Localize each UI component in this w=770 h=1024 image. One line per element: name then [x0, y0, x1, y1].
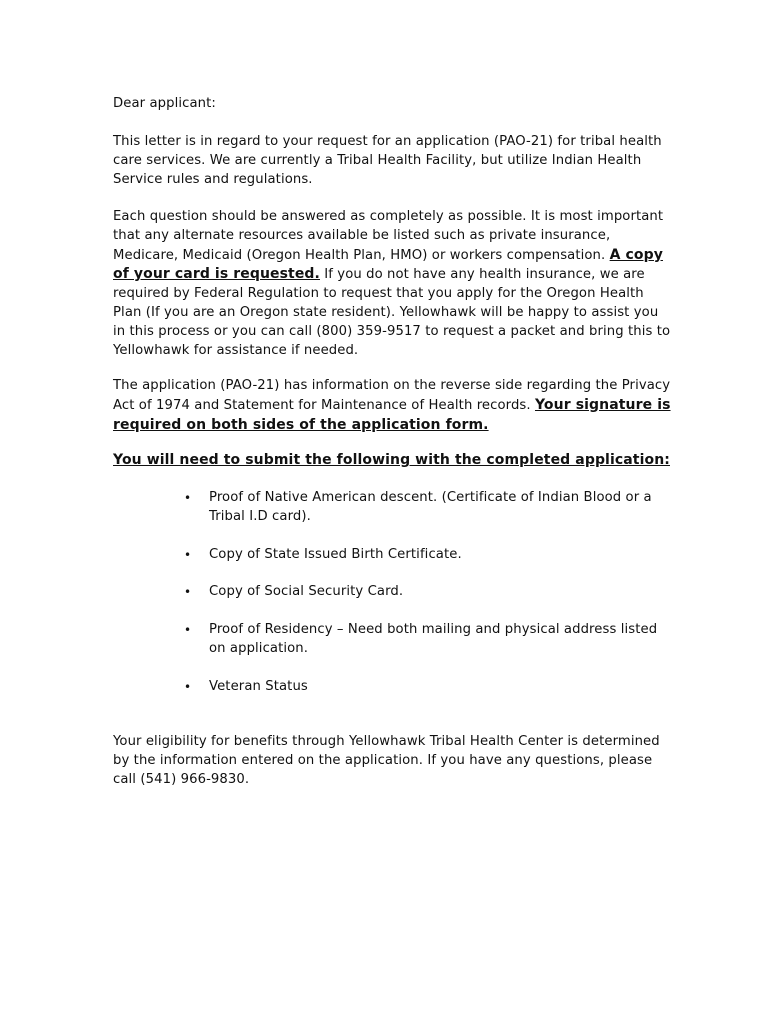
card-copy-requirement: A copy of your card is requested. — [113, 246, 663, 283]
paragraph-resources — [113, 208, 673, 360]
bullet-icon: • — [184, 491, 192, 505]
bullet-icon: • — [184, 623, 192, 638]
list-item-text: Proof of Native American descent. (Certificate of Indian Blood or a Tribal I.D card). — [209, 490, 652, 524]
bullet-icon: • — [184, 679, 192, 694]
paragraph-request: This letter is in regard to your request for an application (PAO-21) for tribal health care services. We are currently a Tribal Health Facility, but utilize Indian Health Service rules and regulations. — [113, 134, 662, 187]
requirements-heading: You will need to submit the following with the completed application: — [113, 452, 670, 468]
list-item-text: Veteran Status — [209, 678, 308, 694]
bullet-icon: • — [184, 547, 192, 562]
bullet-icon: • — [184, 585, 192, 600]
list-item — [184, 621, 664, 659]
list-item — [184, 546, 664, 565]
paragraph-resources-text-a: Each question should be answered as completely as possible. It is most important that any alternate resources available be listed such as private insurance, Medicare, Medicaid (Oregon Health Plan, HMO) or workers compensation. — [113, 209, 664, 263]
list-item-text: Copy of State Issued Birth Certificate. — [209, 546, 462, 562]
requirements-list — [184, 489, 664, 716]
salutation: Dear applicant: — [113, 96, 216, 111]
paragraph-eligibility: Your eligibility for benefits through Yellowhawk Tribal Health Center is determined by the information entered on the application. If you have any questions, please call (541) 966-9830. — [113, 734, 660, 787]
paragraph-resources-text-b: If you do not have any health insurance, we are required by Federal Regulation to request that you apply for the Oregon Health Plan (If you are an Oregon state resident). Yellowhawk will be happy to assist you in this process or you can call (800) 359-9517 to request a packet and bring this to Yellowhawk for assistance if needed. — [113, 267, 671, 358]
list-item — [184, 583, 664, 602]
paragraph-privacy-text: The application (PAO-21) has information on the reverse side regarding the Privacy Act of 1974 and Statement for Maintenance of Health records. — [113, 378, 671, 413]
paragraph-privacy — [113, 377, 673, 435]
list-item-text: Copy of Social Security Card. — [209, 584, 404, 600]
list-item-text: Proof of Residency – Need both mailing and physical address listed on application. — [209, 622, 658, 656]
list-item — [184, 678, 664, 697]
signature-requirement: Your signature is required on both sides of the application form. — [113, 396, 671, 433]
list-item — [184, 489, 664, 527]
